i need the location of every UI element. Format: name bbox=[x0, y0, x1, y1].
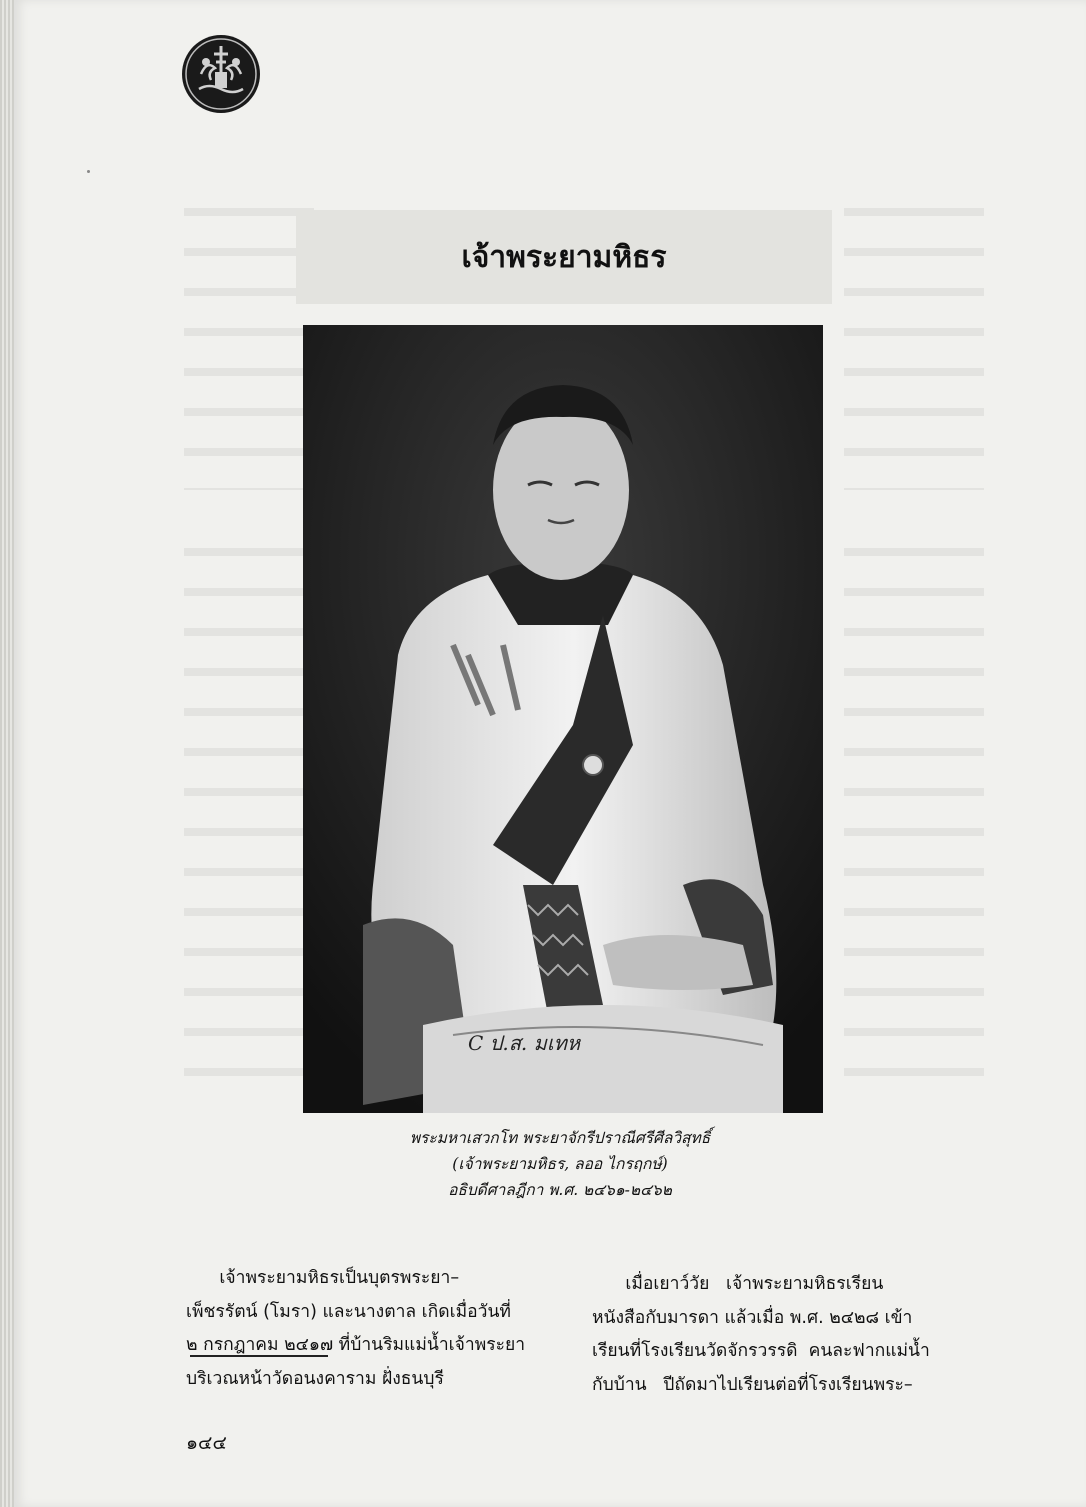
body-line: กับบ้าน ปีถัดมาไปเรียนต่อที่โรงเรียนพระ– bbox=[592, 1374, 913, 1395]
portrait-photo bbox=[303, 325, 823, 1113]
body-line: เมื่อเยาว์วัย เจ้าพระยามหิธรเรียน bbox=[592, 1274, 884, 1294]
page-title: เจ้าพระยามหิธร bbox=[461, 239, 667, 275]
caption-line: (เจ้าพระยามหิธร, ลออ ไกรฤกษ์) bbox=[452, 1155, 668, 1173]
caption-line: อธิบดีศาลฎีกา พ.ศ. ๒๔๖๑-๒๔๖๒ bbox=[448, 1181, 672, 1199]
caption-line: พระมหาเสวกโท พระยาจักรีปราณีศรีศีลวิสุทธิ์ bbox=[409, 1129, 711, 1147]
show-through-text bbox=[844, 530, 984, 1090]
photo-signature: C ป.ส. มเทห bbox=[468, 1031, 581, 1055]
body-column-left bbox=[186, 1262, 541, 1396]
show-through-text bbox=[184, 530, 314, 1090]
body-line: เพ็ชรรัตน์ (โมรา) และนางตาล เกิดเมื่อวันที่ bbox=[186, 1301, 511, 1322]
speck bbox=[87, 170, 90, 173]
crest-emblem-icon bbox=[181, 34, 261, 114]
body-line: หนังสือกับมารดา แล้วเมื่อ พ.ศ. ๒๔๒๘ เข้า bbox=[592, 1307, 913, 1328]
page-number: ๑๔๔ bbox=[186, 1432, 227, 1454]
body-line: เรียนที่โรงเรียนวัดจักรวรรดิ คนละฟากแม่น้ำ bbox=[592, 1341, 930, 1361]
show-through-text bbox=[184, 190, 314, 490]
show-through-text bbox=[844, 190, 984, 490]
title-band bbox=[296, 210, 832, 304]
page-edge bbox=[0, 0, 14, 1507]
handwritten-underline bbox=[190, 1355, 328, 1357]
body-line: เจ้าพระยามหิธรเป็นบุตรพระยา– bbox=[186, 1268, 460, 1288]
body-line: บริเวณหน้าวัดอนงคาราม ฝั่งธนบุรี bbox=[186, 1368, 444, 1389]
body-column-right bbox=[592, 1268, 947, 1402]
photo-caption bbox=[300, 1125, 820, 1203]
body-line: ๒ กรกฎาคม ๒๔๑๗ ที่บ้านริมแม่น้ำเจ้าพระยา bbox=[186, 1335, 526, 1355]
